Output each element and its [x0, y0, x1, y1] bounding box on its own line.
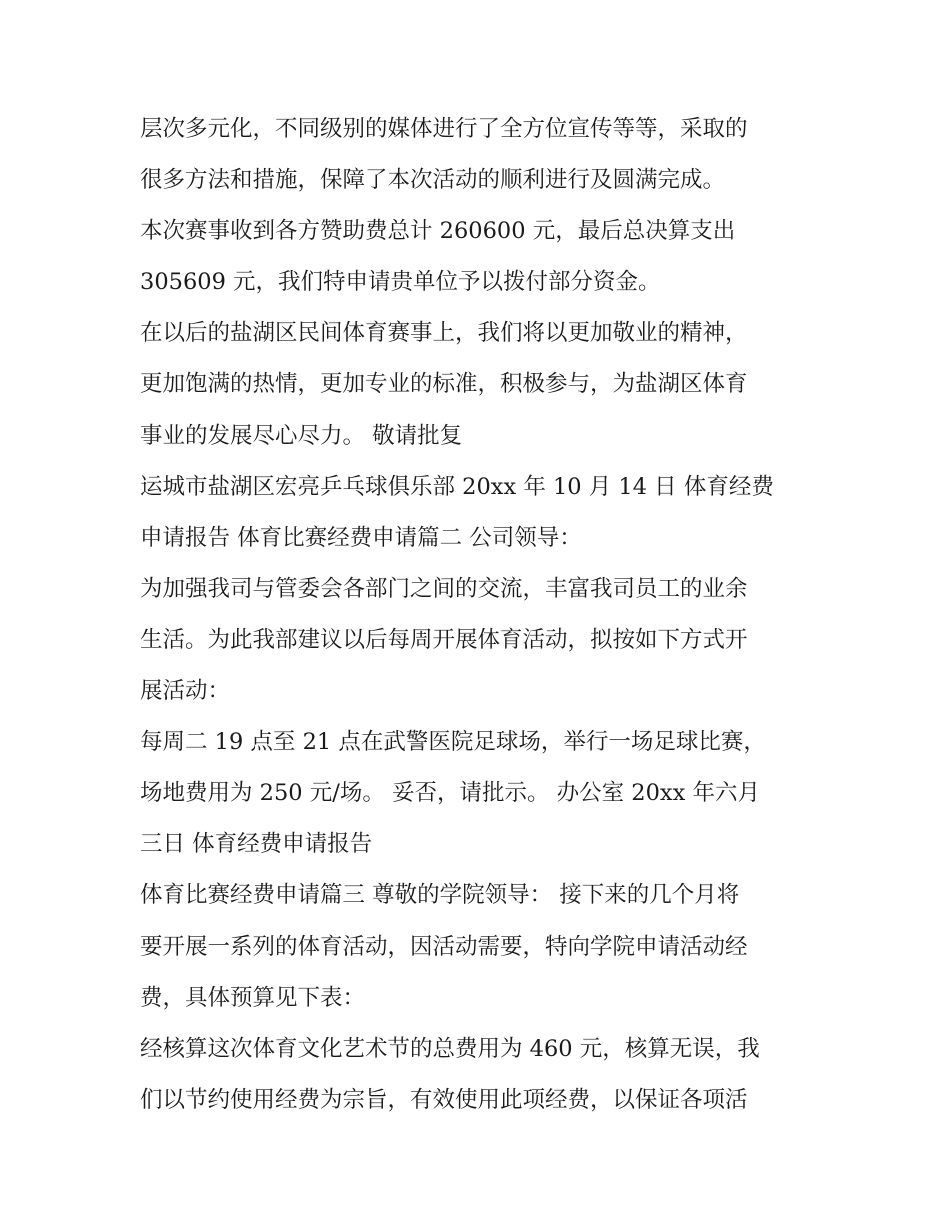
text-line: 305609 元，我们特申请贵单位予以拨付部分资金。 — [140, 269, 661, 296]
text-line: 生活。为此我部建议以后每周开展体育活动，拟按如下方式开 — [140, 626, 748, 653]
text-line: 事业的发展尽心尽力。 敬请批复 — [140, 422, 463, 449]
text-line: 要开展一系列的体育活动，因活动需要，特向学院申请活动经 — [140, 933, 748, 960]
text-line: 经核算这次体育文化艺术节的总费用为 460 元，核算无误，我 — [140, 1035, 760, 1062]
text-line: 三日 体育经费申请报告 — [140, 831, 373, 858]
text-line: 每周二 19 点至 21 点在武警医院足球场，举行一场足球比赛， — [140, 729, 766, 756]
text-line: 展活动： — [140, 678, 231, 705]
text-line: 申请报告 体育比赛经费申请篇二 公司领导： — [140, 524, 582, 551]
text-line: 运城市盐湖区宏亮乒乓球俱乐部 20xx 年 10 月 14 日 体育经费 — [140, 473, 774, 500]
text-line: 们以节约使用经费为宗旨，有效使用此项经费，以保证各项活 — [140, 1086, 748, 1113]
text-line: 费，具体预算见下表： — [140, 984, 366, 1011]
text-line: 很多方法和措施，保障了本次活动的顺利进行及圆满完成。 — [140, 167, 726, 194]
text-line: 本次赛事收到各方赞助费总计 260600 元，最后总决算支出 — [140, 218, 736, 245]
text-line: 场地费用为 250 元/场。 妥否，请批示。 办公室 20xx 年六月 — [140, 780, 760, 807]
text-line: 在以后的盐湖区民间体育赛事上，我们将以更加敬业的精神， — [140, 320, 748, 347]
text-line: 为加强我司与管委会各部门之间的交流，丰富我司员工的业余 — [140, 575, 748, 602]
text-line: 层次多元化，不同级别的媒体进行了全方位宣传等等，采取的 — [140, 116, 748, 142]
text-line: 更加饱满的热情，更加专业的标准，积极参与，为盐湖区体育 — [140, 371, 748, 398]
text-line: 体育比赛经费申请篇三 尊敬的学院领导： 接下来的几个月将 — [140, 882, 740, 909]
body-text — [140, 104, 830, 1126]
